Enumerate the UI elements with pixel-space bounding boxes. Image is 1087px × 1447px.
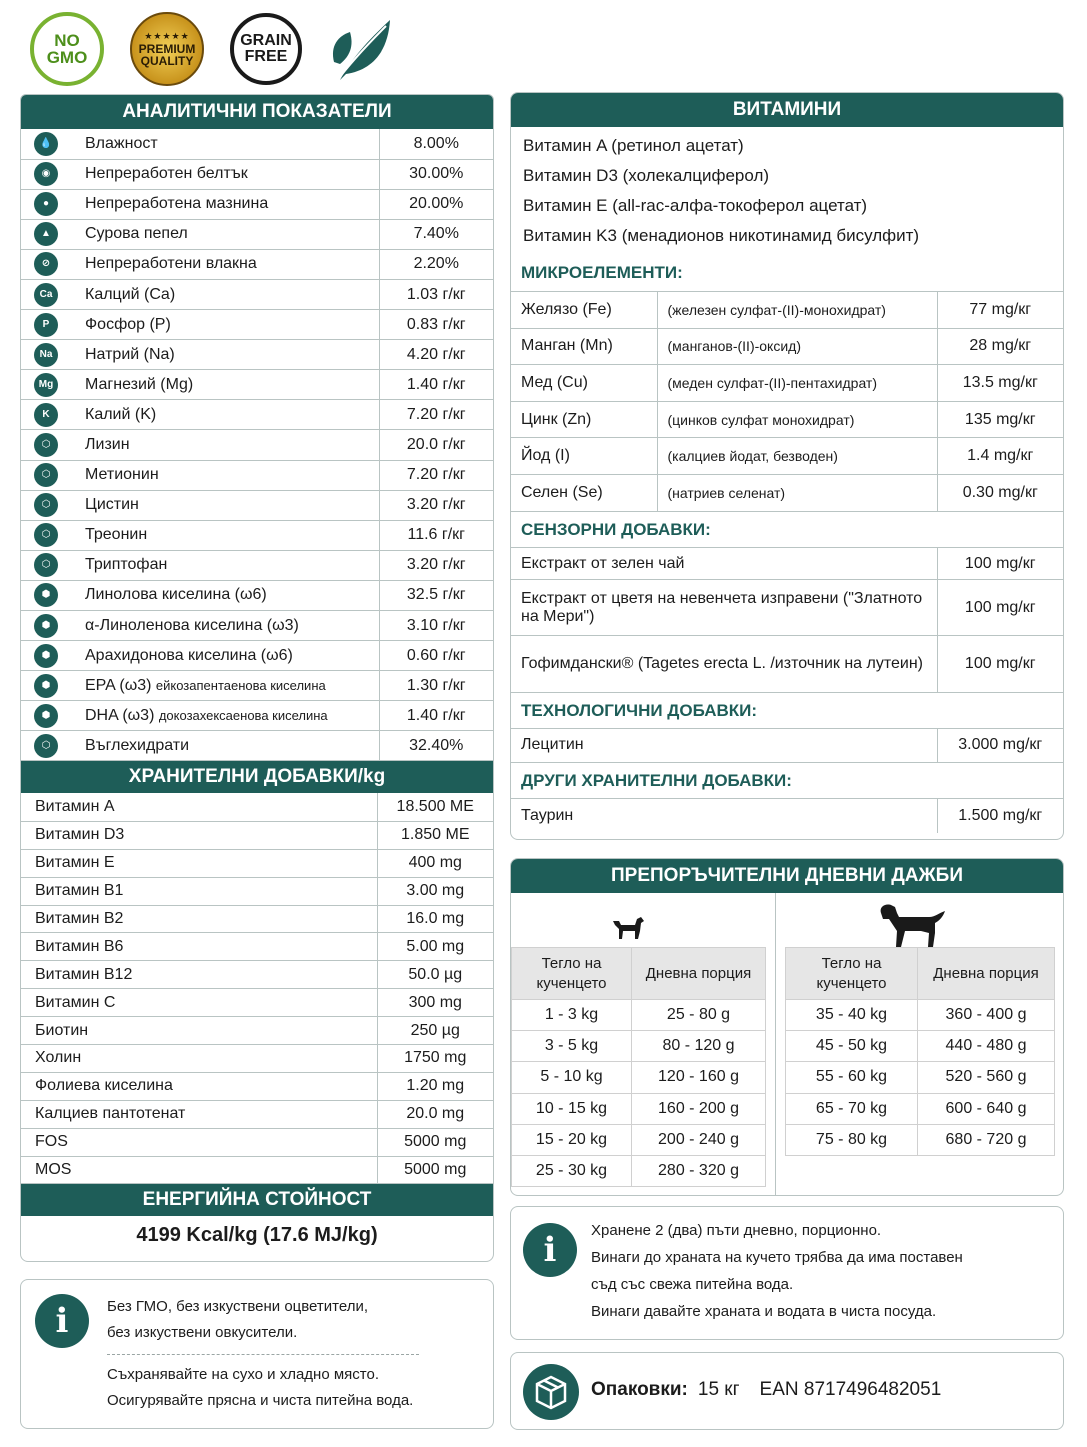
- row-name: [71, 430, 379, 460]
- row-value: 20.00%: [379, 189, 493, 219]
- row-name: [71, 460, 379, 490]
- table-row: [21, 961, 493, 989]
- row-icon-cell: [21, 159, 71, 189]
- calcium-icon: Ca: [34, 283, 58, 307]
- row-icon-cell: [21, 370, 71, 400]
- table-row: [511, 365, 1063, 402]
- info-text-storage: Съхранявайте на сухо и хладно място. Осигурявайте прясна и чиста питейна вода.: [107, 1366, 414, 1409]
- table-row: [511, 580, 1063, 636]
- premium-quality-badge: ★★★★★ PREMIUM QUALITY: [130, 12, 204, 86]
- row-icon-cell: [21, 249, 71, 279]
- ash-icon: ▲: [34, 222, 58, 246]
- feeding-divider: [775, 893, 776, 1196]
- water-drop-icon: 💧: [34, 132, 58, 156]
- daily-portion: 200 - 240 g: [632, 1124, 766, 1155]
- row-name-text: Непреработена мазнина: [85, 195, 269, 213]
- table-row: [786, 1093, 1055, 1124]
- tech-title: ТЕХНОЛОГИЧНИ ДОБАВКИ:: [511, 692, 1063, 728]
- row-value: 0.30 mg/кг: [937, 474, 1063, 511]
- row-name: Таурин: [511, 799, 937, 833]
- dog-weight: 75 - 80 kg: [786, 1124, 918, 1155]
- arachidonic-icon: ⬢: [34, 644, 58, 668]
- row-value: 400 mg: [377, 849, 493, 877]
- col-portion: Дневна порция: [918, 948, 1055, 1000]
- dog-weight: 25 - 30 kg: [512, 1155, 632, 1186]
- row-name: [71, 701, 379, 731]
- row-icon-cell: [21, 520, 71, 550]
- dha-icon: ⬢: [34, 704, 58, 728]
- table-row: [21, 821, 493, 849]
- no-gmo-badge: NO GMO: [30, 12, 104, 86]
- table-row: [21, 1100, 493, 1128]
- table-row: [512, 1155, 766, 1186]
- row-source: (меден сулфат-(II)-пентахидрат): [657, 365, 937, 402]
- daily-portion: 600 - 640 g: [918, 1093, 1055, 1124]
- table-row: [511, 292, 1063, 329]
- table-row: [21, 129, 493, 159]
- packaging-box: [510, 1352, 1064, 1430]
- row-icon-cell: [21, 219, 71, 249]
- info-divider: [107, 1354, 419, 1355]
- row-value: 32.5 г/кг: [379, 580, 493, 610]
- info-icon: i: [35, 1294, 89, 1348]
- row-name: [71, 159, 379, 189]
- daily-portion: 280 - 320 g: [632, 1155, 766, 1186]
- alpha-linolenic-icon: ⬢: [34, 614, 58, 638]
- cystine-icon: ⬡: [34, 493, 58, 517]
- list-item: Витамин D3 (холекалциферол): [523, 166, 770, 185]
- row-name-text: Въглехидрати: [85, 736, 190, 754]
- table-row: [21, 731, 493, 761]
- row-name-text: EPA (ω3): [85, 676, 152, 694]
- small-dog-table: [511, 947, 766, 1187]
- vitamins-title: ВИТАМИНИ: [511, 93, 1063, 127]
- row-name-detail: докозахексаенова киселина: [158, 707, 328, 723]
- row-name-text: DHA (ω3): [85, 706, 155, 724]
- row-name: [71, 731, 379, 761]
- row-icon-cell: [21, 430, 71, 460]
- package-box-icon: [523, 1364, 579, 1420]
- row-value: 7.20 г/кг: [379, 400, 493, 430]
- table-row: [21, 460, 493, 490]
- row-name: [71, 129, 379, 159]
- table-row: [21, 159, 493, 189]
- row-name: Манган (Mn): [511, 328, 657, 365]
- row-name: Витамин B6: [21, 933, 377, 961]
- dog-weight: 45 - 50 kg: [786, 1031, 918, 1062]
- row-name-text: Метионин: [85, 466, 159, 484]
- dog-weight: 35 - 40 kg: [786, 1000, 918, 1031]
- epa-icon: ⬢: [34, 674, 58, 698]
- table-row: [21, 611, 493, 641]
- table-row: [21, 550, 493, 580]
- row-icon-cell: [21, 731, 71, 761]
- row-name: Селен (Se): [511, 474, 657, 511]
- info-icon: i: [523, 1223, 577, 1277]
- row-value: 77 mg/кг: [937, 292, 1063, 329]
- lysine-icon: ⬡: [34, 433, 58, 457]
- row-value: 135 mg/кг: [937, 401, 1063, 438]
- row-value: 1.30 г/кг: [379, 671, 493, 701]
- row-icon-cell: [21, 701, 71, 731]
- row-icon-cell: [21, 400, 71, 430]
- row-icon-cell: [21, 580, 71, 610]
- other-table: [511, 798, 1063, 833]
- row-name: Витамин B12: [21, 961, 377, 989]
- row-name: [71, 370, 379, 400]
- row-value: 1.4 mg/кг: [937, 438, 1063, 475]
- large-dog-table: [785, 947, 1055, 1156]
- row-value: 100 mg/кг: [937, 580, 1063, 636]
- protein-icon: ◉: [34, 162, 58, 186]
- row-value: 250 µg: [377, 1017, 493, 1045]
- table-row: [511, 636, 1063, 692]
- row-name: Желязо (Fe): [511, 292, 657, 329]
- row-icon-cell: [21, 279, 71, 309]
- table-row: [511, 474, 1063, 511]
- table-row: [21, 520, 493, 550]
- row-name: [71, 580, 379, 610]
- table-row: [21, 219, 493, 249]
- row-name-text: Лизин: [85, 435, 130, 453]
- row-value: 20.0 г/кг: [379, 430, 493, 460]
- row-source: (калциев йодат, безводен): [657, 438, 937, 475]
- row-name: Йод (I): [511, 438, 657, 475]
- tech-table: [511, 728, 1063, 763]
- magnesium-icon: Mg: [34, 373, 58, 397]
- row-value: 1.850 ME: [377, 821, 493, 849]
- row-name: Витамин A: [21, 793, 377, 821]
- row-name-text: Линолова киселина (ω6): [85, 586, 267, 604]
- row-name: Мед (Cu): [511, 365, 657, 402]
- table-row: [511, 401, 1063, 438]
- feeding-title: ПРЕПОРЪЧИТЕЛНИ ДНЕВНИ ДАЖБИ: [511, 859, 1063, 893]
- table-row: [511, 728, 1063, 762]
- row-source: (цинков сулфат монохидрат): [657, 401, 937, 438]
- sensory-title: СЕНЗОРНИ ДОБАВКИ:: [511, 511, 1063, 547]
- sensory-table: [511, 547, 1063, 692]
- list-item: Витамин E (all-rac-алфа-токоферол ацетат): [523, 196, 868, 215]
- row-name-text: Триптофан: [85, 556, 168, 574]
- table-row: [512, 1000, 766, 1031]
- row-name: [71, 520, 379, 550]
- row-value: 3.10 г/кг: [379, 611, 493, 641]
- col-portion: Дневна порция: [632, 948, 766, 1000]
- row-name: FOS: [21, 1128, 377, 1156]
- daily-portion: 520 - 560 g: [918, 1062, 1055, 1093]
- col-weight: Тегло на кученцето: [512, 948, 632, 1000]
- table-row: [512, 1062, 766, 1093]
- row-value: 30.00%: [379, 159, 493, 189]
- row-name: [71, 279, 379, 309]
- row-name: Екстракт от цветя на невенчета изправени ("Златното на Мери"): [511, 580, 937, 636]
- row-value: 0.60 г/кг: [379, 641, 493, 671]
- table-row: [21, 340, 493, 370]
- linoleic-acid-icon: ⬢: [34, 583, 58, 607]
- row-value: 16.0 mg: [377, 905, 493, 933]
- packaging-info: [591, 1379, 961, 1401]
- row-value: 11.6 г/кг: [379, 520, 493, 550]
- row-name-text: Калций (Ca): [85, 285, 176, 303]
- col-weight: Тегло на кученцето: [786, 948, 918, 1000]
- vitamins-list: [511, 127, 1063, 255]
- row-name: Фолиева киселина: [21, 1072, 377, 1100]
- table-row: [21, 430, 493, 460]
- row-name-text: Влажност: [85, 134, 158, 152]
- table-row: [21, 490, 493, 520]
- feeding-panel: [510, 858, 1064, 1196]
- row-value: 1.03 г/кг: [379, 279, 493, 309]
- table-row: [21, 249, 493, 279]
- row-name: Витамин D3: [21, 821, 377, 849]
- row-name-text: Треонин: [85, 526, 148, 544]
- daily-portion: 160 - 200 g: [632, 1093, 766, 1124]
- large-dog-icon: [875, 899, 947, 947]
- vitamins-panel: [510, 92, 1064, 840]
- micro-title: МИКРОЕЛЕМЕНТИ:: [521, 263, 683, 282]
- table-row: [21, 641, 493, 671]
- table-row: [512, 1093, 766, 1124]
- row-name: MOS: [21, 1156, 377, 1184]
- row-icon-cell: [21, 129, 71, 159]
- row-value: 1.40 г/кг: [379, 370, 493, 400]
- row-name: [71, 400, 379, 430]
- row-name: [71, 550, 379, 580]
- row-name-text: Натрий (Na): [85, 345, 175, 363]
- row-name: [71, 189, 379, 219]
- analytics-table: [21, 129, 493, 761]
- row-value: 300 mg: [377, 989, 493, 1017]
- row-value: 32.40%: [379, 731, 493, 761]
- dog-weight: 55 - 60 kg: [786, 1062, 918, 1093]
- row-name-text: Калий (K): [85, 405, 157, 423]
- row-value: 2.20%: [379, 249, 493, 279]
- row-name: Гофимдански® (Tagetes erecta L. /източник на лутеин): [511, 636, 937, 692]
- info-text-gmo: Без ГМО, без изкуствени оцветители, без изкуствени овкусители.: [107, 1298, 368, 1341]
- row-name: Биотин: [21, 1017, 377, 1045]
- energy-title: ЕНЕРГИЙНА СТОЙНОСТ: [21, 1184, 493, 1216]
- table-row: [21, 849, 493, 877]
- row-value: 13.5 mg/кг: [937, 365, 1063, 402]
- feeding-instructions: Хранене 2 (два) пъти дневно, порционно. Винаги до храната на кучето трябва да има поставен съд със свежа питейна вода. Винаги давайте храната и водата в чиста посуда.: [591, 1222, 963, 1320]
- table-row: [786, 1124, 1055, 1155]
- row-value: 28 mg/кг: [937, 328, 1063, 365]
- row-name: [71, 219, 379, 249]
- row-name-text: Сурова пепел: [85, 225, 188, 243]
- row-name-text: Магнезий (Mg): [85, 375, 194, 393]
- row-icon-cell: [21, 310, 71, 340]
- packaging-label: Опаковки:: [591, 1379, 688, 1400]
- fiber-leaf-icon: ⊘: [34, 252, 58, 276]
- list-item: Витамин K3 (менадионов никотинамид бисулфит): [523, 226, 920, 245]
- row-value: 1.20 mg: [377, 1072, 493, 1100]
- table-row: [511, 799, 1063, 833]
- row-value: 5000 mg: [377, 1156, 493, 1184]
- row-name: [71, 310, 379, 340]
- daily-portion: 680 - 720 g: [918, 1124, 1055, 1155]
- packaging-size: 15 кг: [697, 1379, 740, 1400]
- table-row: [512, 1124, 766, 1155]
- table-row: [21, 1128, 493, 1156]
- additives-title: ХРАНИТЕЛНИ ДОБАВКИ/kg: [21, 761, 493, 793]
- row-name: Холин: [21, 1044, 377, 1072]
- row-name: Витамин B1: [21, 877, 377, 905]
- row-name: Екстракт от зелен чай: [511, 548, 937, 580]
- row-name: [71, 340, 379, 370]
- row-value: 1.500 mg/кг: [937, 799, 1063, 833]
- dog-weight: 1 - 3 kg: [512, 1000, 632, 1031]
- leaf-icon: [328, 12, 398, 86]
- row-name-text: Непреработени влакна: [85, 255, 257, 273]
- energy-value: 4199 Kcal/kg (17.6 MJ/kg): [136, 1224, 378, 1247]
- row-source: (натриев селенат): [657, 474, 937, 511]
- table-row: [21, 905, 493, 933]
- row-name: Витамин B2: [21, 905, 377, 933]
- dog-weight: 5 - 10 kg: [512, 1062, 632, 1093]
- row-icon-cell: [21, 189, 71, 219]
- table-row: [21, 1044, 493, 1072]
- table-row: [21, 310, 493, 340]
- dog-weight: 3 - 5 kg: [512, 1031, 632, 1062]
- info-box-right: [510, 1206, 1064, 1340]
- table-row: [511, 548, 1063, 580]
- table-row: [21, 1017, 493, 1045]
- row-value: 8.00%: [379, 129, 493, 159]
- table-row: [21, 793, 493, 821]
- row-name: Лецитин: [511, 728, 937, 762]
- potassium-icon: K: [34, 403, 58, 427]
- row-icon-cell: [21, 550, 71, 580]
- row-value: 50.0 µg: [377, 961, 493, 989]
- table-row: [512, 1031, 766, 1062]
- row-name: [71, 249, 379, 279]
- row-value: 1.40 г/кг: [379, 701, 493, 731]
- table-row: [21, 400, 493, 430]
- row-icon-cell: [21, 671, 71, 701]
- table-row: [21, 671, 493, 701]
- table-row: [21, 580, 493, 610]
- daily-portion: 440 - 480 g: [918, 1031, 1055, 1062]
- row-source: (железен сулфат-(II)-монохидрат): [657, 292, 937, 329]
- table-row: [786, 1031, 1055, 1062]
- table-row: [21, 370, 493, 400]
- badge-row: [30, 12, 398, 86]
- row-name: Цинк (Zn): [511, 401, 657, 438]
- row-name: [71, 641, 379, 671]
- row-value: 100 mg/кг: [937, 548, 1063, 580]
- row-name: [71, 611, 379, 641]
- table-row: [786, 1000, 1055, 1031]
- daily-portion: 80 - 120 g: [632, 1031, 766, 1062]
- table-row: [21, 279, 493, 309]
- row-name-text: α-Линоленова киселина (ω3): [85, 616, 299, 634]
- grain-free-badge: GRAIN FREE: [230, 13, 302, 85]
- fat-drop-icon: ●: [34, 192, 58, 216]
- analytics-panel: [20, 94, 494, 1262]
- row-value: 4.20 г/кг: [379, 340, 493, 370]
- table-row: [786, 1062, 1055, 1093]
- row-name: Витамин E: [21, 849, 377, 877]
- small-dog-icon: [609, 909, 645, 939]
- table-row: [21, 189, 493, 219]
- row-value: 0.83 г/кг: [379, 310, 493, 340]
- row-value: 5.00 mg: [377, 933, 493, 961]
- row-value: 7.20 г/кг: [379, 460, 493, 490]
- row-name-text: Фосфор (P): [85, 315, 171, 333]
- table-row: [511, 438, 1063, 475]
- ean-code: EAN 8717496482051: [759, 1379, 942, 1400]
- other-title: ДРУГИ ХРАНИТЕЛНИ ДОБАВКИ:: [511, 762, 1063, 798]
- phosphorus-icon: P: [34, 313, 58, 337]
- table-row: [21, 701, 493, 731]
- row-icon-cell: [21, 340, 71, 370]
- row-name: Калциев пантотенат: [21, 1100, 377, 1128]
- additives-table: [21, 793, 493, 1184]
- table-row: [21, 1156, 493, 1184]
- row-icon-cell: [21, 460, 71, 490]
- row-icon-cell: [21, 641, 71, 671]
- daily-portion: 25 - 80 g: [632, 1000, 766, 1031]
- analytics-title: АНАЛИТИЧНИ ПОКАЗАТЕЛИ: [21, 95, 493, 129]
- row-source: (манганов-(II)-оксид): [657, 328, 937, 365]
- row-name-text: Арахидонова киселина (ω6): [85, 646, 293, 664]
- table-row: [21, 877, 493, 905]
- row-value: 3.20 г/кг: [379, 490, 493, 520]
- row-value: 3.00 mg: [377, 877, 493, 905]
- row-value: 5000 mg: [377, 1128, 493, 1156]
- row-icon-cell: [21, 490, 71, 520]
- tryptophan-icon: ⬡: [34, 553, 58, 577]
- table-row: [21, 989, 493, 1017]
- row-name-text: Цистин: [85, 496, 139, 514]
- row-value: 20.0 mg: [377, 1100, 493, 1128]
- row-name: Витамин C: [21, 989, 377, 1017]
- threonine-icon: ⬡: [34, 523, 58, 547]
- table-row: [21, 1072, 493, 1100]
- row-value: 18.500 ME: [377, 793, 493, 821]
- row-value: 3.20 г/кг: [379, 550, 493, 580]
- micro-table: [511, 291, 1063, 511]
- table-row: [511, 328, 1063, 365]
- list-item: Витамин A (ретинол ацетат): [523, 136, 744, 155]
- daily-portion: 120 - 160 g: [632, 1062, 766, 1093]
- row-name-text: Непреработен белтък: [85, 165, 248, 183]
- info-box-left: [20, 1279, 494, 1429]
- row-name-detail: ейкозапентаенова киселина: [155, 677, 326, 693]
- row-value: 3.000 mg/кг: [937, 728, 1063, 762]
- row-value: 100 mg/кг: [937, 636, 1063, 692]
- carbohydrates-icon: ⬡: [34, 734, 58, 758]
- methionine-icon: ⬡: [34, 463, 58, 487]
- row-value: 7.40%: [379, 219, 493, 249]
- row-name: [71, 671, 379, 701]
- table-row: [21, 933, 493, 961]
- row-value: 1750 mg: [377, 1044, 493, 1072]
- row-icon-cell: [21, 611, 71, 641]
- daily-portion: 360 - 400 g: [918, 1000, 1055, 1031]
- sodium-icon: Na: [34, 343, 58, 367]
- row-name: [71, 490, 379, 520]
- dog-weight: 15 - 20 kg: [512, 1124, 632, 1155]
- dog-weight: 65 - 70 kg: [786, 1093, 918, 1124]
- dog-weight: 10 - 15 kg: [512, 1093, 632, 1124]
